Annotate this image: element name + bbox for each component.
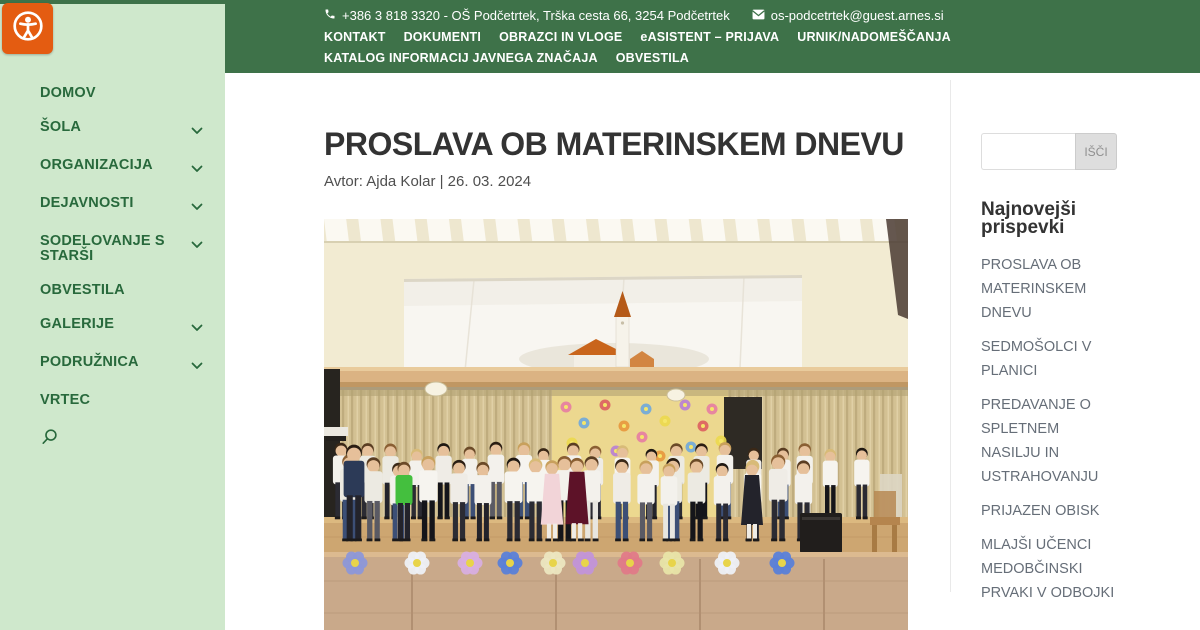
sidebar-item-obvestila[interactable]: OBVESTILA (40, 282, 125, 298)
sidebar-item-sodelovanje-s-star-i[interactable]: SODELOVANJE S STARŠI (0, 234, 225, 264)
keyboard (324, 427, 348, 436)
topbar-nav-row-2 (324, 50, 1200, 65)
topnav-link-katalog-informacij-javnega-zna-aja[interactable]: KATALOG INFORMACIJ JAVNEGA ZNAČAJA (324, 50, 598, 65)
sidebar-item-ola[interactable]: ŠOLA (0, 120, 225, 139)
banner-graphic (404, 275, 802, 375)
recent-post-link-mlaj-i-u-enci-medob-inski-prvaki-v-odbojki[interactable]: MLAJŠI UČENCI MEDOBČINSKI PRVAKI V ODBOJKI (981, 537, 1115, 601)
chevron-down-icon[interactable] (191, 321, 203, 336)
chevron-down-icon[interactable] (191, 124, 203, 139)
sidebar-search-icon[interactable] (40, 427, 225, 451)
topnav-link-obrazci-in-vloge[interactable]: OBRAZCI IN VLOGE (499, 29, 623, 44)
recent-post-link-sedmo-olci-v-planici[interactable]: SEDMOŠOLCI V PLANICI (981, 339, 1092, 379)
topnav-link-obvestila[interactable]: OBVESTILA (615, 50, 690, 65)
topnav-link-dokumenti[interactable]: DOKUMENTI (403, 29, 482, 44)
contact-row (324, 8, 1200, 23)
recent-post-link-prijazen-obisk[interactable]: PRIJAZEN OBISK (981, 503, 1100, 519)
right-sidebar (981, 133, 1117, 615)
chevron-down-icon[interactable] (191, 359, 203, 374)
content-divider (950, 80, 951, 592)
chevron-down-icon[interactable] (191, 200, 203, 215)
topnav-link-kontakt[interactable]: KONTAKT (324, 29, 386, 44)
search-form (981, 133, 1117, 170)
wooden-beam (324, 367, 908, 390)
stage-front-panel (324, 551, 908, 630)
topnav-link-urnik-nadome-anja[interactable]: URNIK/NADOMEŠČANJA (797, 29, 951, 44)
article-photo (324, 219, 908, 630)
email-link[interactable]: os-podcetrtek@guest.arnes.si (770, 8, 944, 23)
left-sidebar (0, 4, 225, 630)
sidebar-item-galerije[interactable]: GALERIJE (0, 317, 225, 336)
recent-post-link-predavanje-o-spletnem-nasilju-in-ustrahovanju[interactable]: PREDAVANJE O SPLETNEM NASILJU IN USTRAHOVANJU (981, 397, 1099, 485)
chevron-down-icon[interactable] (191, 238, 203, 253)
ceiling-slats (324, 219, 908, 241)
search-submit-button[interactable]: IŠČI (1075, 133, 1117, 170)
sidebar-item-organizacija[interactable]: ORGANIZACIJA (0, 158, 225, 177)
sidebar-item-podru-nica[interactable]: PODRUŽNICA (0, 355, 225, 374)
page-title: PROSLAVA OB MATERINSKEM DNEVU (324, 126, 904, 162)
sidebar-item-domov[interactable]: DOMOV (40, 85, 96, 101)
phone-icon (324, 8, 336, 23)
amp-speaker (800, 513, 842, 553)
chevron-down-icon[interactable] (191, 162, 203, 177)
topnav-link-easistent-prijava[interactable]: eASISTENT – PRIJAVA (640, 29, 780, 44)
accessibility-button[interactable] (2, 3, 53, 54)
sidebar-item-dejavnosti[interactable]: DEJAVNOSTI (0, 196, 225, 215)
topbar-nav-row-1 (324, 29, 1200, 44)
phone-address-text: +386 3 818 3320 - OŠ Podčetrtek, Trška cesta 66, 3254 Podčetrtek (342, 8, 730, 23)
universal-access-icon (11, 9, 45, 48)
sidebar-item-vrtec[interactable]: VRTEC (40, 392, 91, 408)
stage-photo-graphic (324, 219, 908, 630)
sidebar-nav (0, 4, 225, 408)
recent-posts-list (981, 253, 1117, 605)
post-meta: Avtor: Ajda Kolar | 26. 03. 2024 (324, 173, 532, 190)
search-input[interactable] (981, 133, 1075, 170)
email-icon (752, 8, 765, 23)
recent-posts-title: Najnovejši prispevki (981, 199, 1077, 238)
recent-post-link-proslava-ob-materinskem-dnevu[interactable]: PROSLAVA OB MATERINSKEM DNEVU (981, 257, 1087, 321)
